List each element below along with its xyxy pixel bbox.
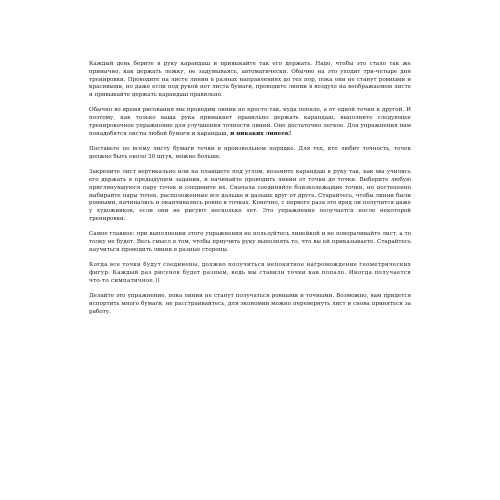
paragraph-2-bold-suffix: и никаких линеек! xyxy=(230,130,292,137)
paragraph-4-text: Закрепите лист вертикально или на планшете под углом, возьмите карандаш в руку так, как мы учились его держать в предыдущем задании, и начинайте проводить линии от точки до точки. Выберите любую приглянувшуюся пару точек и соедините их. Сначала соединяйте близколежащие точки, но постепенно выбирайте пары точек, расположенные все дальше и дальше друг от друга. Старайтесь, чтобы линии были ровными, начинались и оканчивались ровно в точках. Конечно, с первого раза это вряд ли получится даже у художников, если они не рисуют несколько лет. Это упражнение получается после некоторой тренировки. xyxy=(89,169,411,223)
paragraph-3-text: Поставьте по всему листу бумаги точки в произвольном порядке. Для тех, кто любит точность, точек должно быть около 30 штук, можно больше. xyxy=(89,146,411,160)
paragraph-2 xyxy=(89,107,411,138)
paragraph-7-text: Делайте это упражнение, пока линии не станут получаться ровными и точными. Возможно, вам придется испортить много бумаги, не расстраивайтесь, для экономии можно перевернуть лист и снова приняться за работу. xyxy=(89,293,411,315)
paragraph-6 xyxy=(89,262,411,285)
paragraph-1 xyxy=(89,61,411,100)
paragraph-1-text: Каждый день берите в руку карандаш и привыкайте так его держать. Надо, чтобы это стало так же привычно, как держать ложку, не задумываясь, автоматически. Обычно на это уходит три-четыре дня тренировки. Проводите на листе линии в разных направлениях до тех пор, пока они не станут ровными и красивыми, но даже если под рукой нет листа бумаги, проводите линии в воздухе на воображаемом листе и привыкайте держать карандаш правильно. xyxy=(89,61,411,99)
paragraph-7 xyxy=(89,293,411,316)
paragraph-5 xyxy=(89,231,411,254)
paragraph-6-text: Когда все точки будут соединены, должно получиться непонятное нагромождение геометрических фигур. Каждый раз рисунок будет разным, ведь мы ставили точки как попало. Иногда получается что-то симпатичное.)) xyxy=(89,262,411,284)
paragraph-4 xyxy=(89,169,411,224)
paragraph-3 xyxy=(89,146,411,162)
paragraph-5-text: Самое главное: при выполнении этого упражнения не пользуйтесь линейкой и не поворачивайте лист, а то толку не будет. Весь смысл в том, чтобы приучить руку выполнять то, что вы ей приказываете. Старайтесь научиться проводить линии в разные стороны. xyxy=(89,231,411,253)
paragraph-2-text: Обычно во время рисования мы проводим линии не просто так, куда попало, а от одной точки к другой. И поэтому, как только ваша рука привыкнет правильно держать карандаш, выполните следующее тренировочное упражнение для улучшения точности линий. Оно достаточно легкое. Для упражнения нам понадобятся листы любой бумаги и карандаш, xyxy=(89,107,411,137)
document-body xyxy=(89,61,411,324)
